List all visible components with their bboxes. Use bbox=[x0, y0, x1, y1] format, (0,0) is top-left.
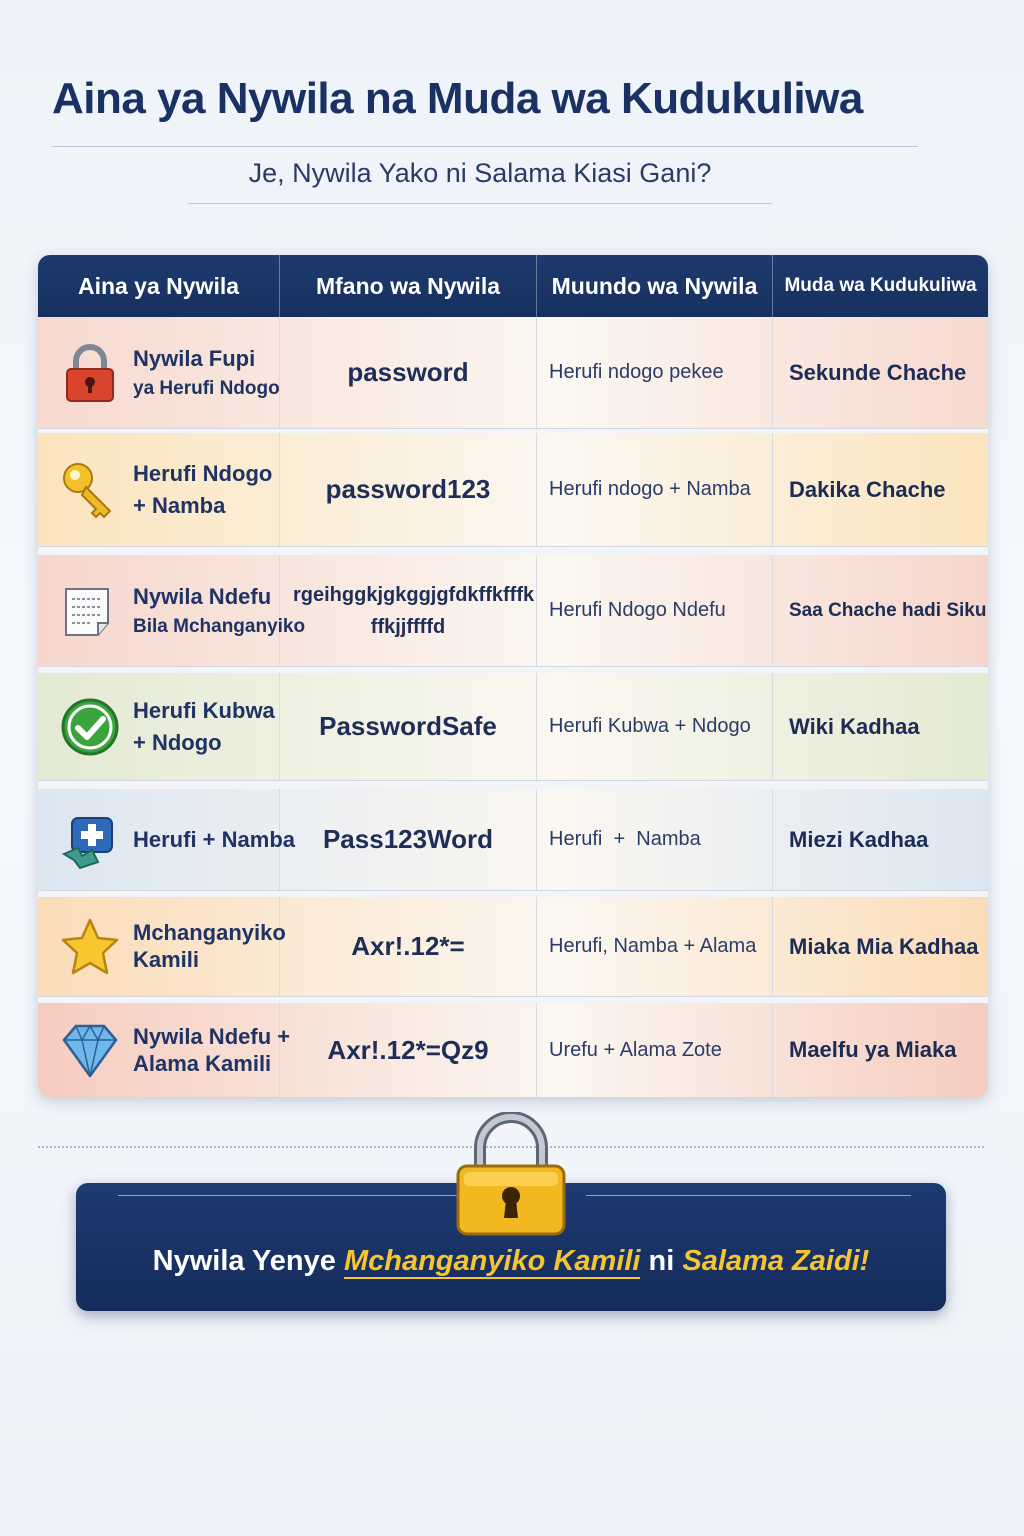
subtitle-divider bbox=[188, 203, 772, 204]
key-icon bbox=[58, 458, 122, 522]
structure-cell bbox=[537, 433, 773, 546]
table-row bbox=[38, 317, 988, 429]
structure-cell bbox=[537, 897, 773, 996]
crack-time: Saa Chache hadi Siku bbox=[789, 599, 987, 621]
diamond-icon bbox=[58, 1018, 122, 1082]
banner-message bbox=[76, 1245, 946, 1278]
type-label-line2: ya Herufi Ndogo bbox=[133, 377, 280, 399]
crack-time: Miaka Mia Kadhaa bbox=[789, 933, 979, 959]
column-header-example: Mfano wa Nywila bbox=[280, 255, 537, 317]
plus-puzzle-icon bbox=[58, 808, 122, 872]
table-row bbox=[38, 1003, 988, 1097]
crack-time-cell bbox=[773, 433, 988, 546]
example-cell bbox=[280, 897, 537, 996]
password-example: Pass123Word bbox=[322, 824, 494, 854]
crack-time: Wiki Kadhaa bbox=[789, 713, 920, 739]
title-divider bbox=[52, 146, 918, 147]
type-cell bbox=[38, 1003, 291, 1097]
structure-cell bbox=[537, 789, 773, 890]
crack-time: Dakika Chache bbox=[789, 476, 946, 502]
password-structure: Urefu + Alama Zote bbox=[549, 1038, 722, 1061]
structure-cell bbox=[537, 555, 773, 666]
crack-time-cell bbox=[773, 317, 988, 428]
password-table bbox=[38, 255, 988, 1097]
password-example: Axr!.12*= bbox=[351, 931, 465, 961]
document-icon bbox=[58, 579, 122, 643]
table-row bbox=[38, 897, 988, 997]
example-cell bbox=[280, 673, 537, 780]
banner-rule-right bbox=[586, 1195, 911, 1196]
type-label-line2: Kamili bbox=[133, 946, 200, 972]
type-label-line1: Nywila Ndefu + bbox=[133, 1023, 291, 1049]
table-row bbox=[38, 555, 988, 667]
column-header-crack-time: Muda wa Kudukuliwa bbox=[784, 275, 977, 296]
banner-middle: ni bbox=[640, 1245, 683, 1277]
password-structure: Herufi ndogo pekee bbox=[549, 361, 724, 383]
example-cell bbox=[280, 317, 537, 428]
crack-time: Maelfu ya Miaka bbox=[789, 1037, 957, 1062]
type-cell bbox=[38, 317, 280, 428]
crack-time: Sekunde Chache bbox=[789, 359, 967, 385]
example-cell bbox=[280, 555, 537, 666]
password-example: rgeihggkjgkggjgfdkffkfffk ffkjjffffd bbox=[293, 583, 535, 638]
password-example: Axr!.12*=Qz9 bbox=[327, 1034, 489, 1065]
padlock-gold-icon bbox=[452, 1112, 570, 1238]
password-structure: Herufi, Namba + Alama bbox=[549, 935, 757, 957]
crack-time-cell bbox=[773, 673, 988, 780]
table-row bbox=[38, 789, 988, 891]
structure-cell bbox=[537, 317, 773, 428]
structure-cell bbox=[537, 1003, 773, 1097]
type-label-line1: Mchanganyiko bbox=[133, 920, 286, 946]
type-cell bbox=[38, 897, 286, 996]
crack-time-cell bbox=[773, 897, 988, 996]
type-label-line1: Herufi + Namba bbox=[133, 826, 295, 852]
page-title: Aina ya Nywila na Muda wa Kudukuliwa bbox=[52, 74, 863, 123]
crack-time-cell bbox=[773, 555, 988, 666]
type-cell bbox=[38, 555, 306, 666]
type-label-line2: + Namba bbox=[133, 492, 226, 518]
table-row bbox=[38, 673, 988, 781]
checkmark-icon bbox=[58, 695, 122, 759]
banner-highlight-complex: Mchanganyiko Kamili bbox=[343, 1245, 641, 1277]
table-row bbox=[38, 433, 988, 547]
crack-time-cell bbox=[773, 789, 988, 890]
column-header-structure: Muundo wa Nywila bbox=[537, 255, 773, 317]
password-example: PasswordSafe bbox=[319, 711, 497, 741]
type-label-line1: Herufi Ndogo bbox=[133, 460, 273, 486]
padlock-red-icon bbox=[58, 341, 122, 405]
type-cell bbox=[38, 673, 280, 780]
crack-time: Miezi Kadhaa bbox=[789, 826, 929, 852]
type-label-line1: Nywila Fupi bbox=[133, 345, 256, 371]
password-structure: Herufi Ndogo Ndefu bbox=[549, 599, 726, 621]
type-label-line2: Bila Mchanganyiko bbox=[133, 615, 306, 637]
example-cell bbox=[280, 789, 537, 890]
banner-rule-left bbox=[118, 1195, 473, 1196]
password-structure: Herufi Kubwa + Ndogo bbox=[549, 715, 751, 737]
password-structure: Herufi ndogo + Namba bbox=[549, 478, 751, 500]
banner-prefix: Nywila Yenye bbox=[152, 1245, 344, 1277]
example-cell bbox=[280, 433, 537, 546]
password-example: password bbox=[347, 357, 469, 387]
type-label-line2: + Ndogo bbox=[133, 729, 222, 755]
structure-cell bbox=[537, 673, 773, 780]
password-example: password123 bbox=[325, 474, 491, 504]
table-header bbox=[38, 255, 988, 317]
example-cell bbox=[280, 1003, 537, 1097]
banner-highlight-safest: Salama Zaidi! bbox=[682, 1245, 870, 1277]
type-label-line1: Herufi Kubwa bbox=[133, 697, 275, 723]
password-structure: Herufi + Namba bbox=[549, 828, 701, 850]
type-cell bbox=[38, 433, 280, 546]
type-label-line2: Alama Kamili bbox=[133, 1051, 272, 1076]
star-icon bbox=[58, 915, 122, 979]
crack-time-cell bbox=[773, 1003, 988, 1097]
page-subtitle: Je, Nywila Yako ni Salama Kiasi Gani? bbox=[248, 158, 712, 188]
column-header-type: Aina ya Nywila bbox=[38, 255, 280, 317]
type-label-line1: Nywila Ndefu bbox=[133, 583, 272, 609]
type-cell bbox=[38, 789, 295, 890]
